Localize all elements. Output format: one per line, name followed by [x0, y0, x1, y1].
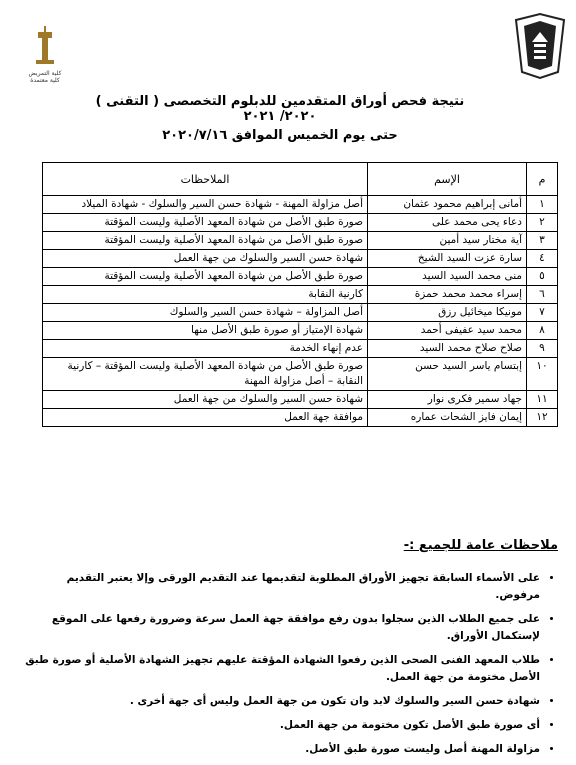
- faculty-logo-caption-line1: كلية التمريض: [28, 70, 62, 77]
- row-name: إيمان فايز الشحات عماره: [368, 409, 527, 427]
- page-title: نتيجة فحص أوراق المتقدمين للدبلوم التخصصى ( التقنى ) ٢٠٢٠/ ٢٠٢١: [95, 94, 465, 124]
- list-item: • مزاولة المهنة أصل وليست صورة طبق الأصل.: [20, 741, 540, 758]
- col-header-name: الإسم: [368, 163, 527, 196]
- row-notes: شهادة حسن السير والسلوك من جهة العمل: [43, 391, 368, 409]
- row-num: ٩: [527, 340, 558, 358]
- general-notes-list: [20, 570, 558, 765]
- faculty-logo-caption: [12, 70, 78, 84]
- table-row: [43, 214, 558, 232]
- row-notes: صورة طبق الأصل من شهادة المعهد الأصلية وليست المؤقتة: [43, 214, 368, 232]
- table-row: [43, 268, 558, 286]
- row-notes: شهادة الإمتياز أو صورة طبق الأصل منها: [43, 322, 368, 340]
- row-name: صلاح صلاح محمد السيد: [368, 340, 527, 358]
- row-name: إبتسام ياسر السيد حسن: [368, 358, 527, 391]
- row-num: ٧: [527, 304, 558, 322]
- university-logo: [512, 12, 568, 80]
- row-name: سارة عزت السيد الشيخ: [368, 250, 527, 268]
- row-num: ٣: [527, 232, 558, 250]
- list-item: • أى صورة طبق الأصل تكون مختومة من جهة العمل.: [20, 717, 540, 734]
- row-notes: صورة طبق الأصل من شهادة المعهد الأصلية وليست المؤقتة: [43, 268, 368, 286]
- row-num: ٥: [527, 268, 558, 286]
- row-notes: صورة طبق الأصل من شهادة المعهد الأصلية وليست المؤقتة – كارنية النقابة – أصل مزاولة المهنة: [43, 358, 368, 391]
- row-num: ١٠: [527, 358, 558, 391]
- table-row: [43, 322, 558, 340]
- row-notes: صورة طبق الأصل من شهادة المعهد الأصلية وليست المؤقتة: [43, 232, 368, 250]
- page-subtitle: حتى يوم الخميس الموافق ٢٠٢٠/٧/١٦: [162, 128, 398, 143]
- table-row: [43, 232, 558, 250]
- table-row: [43, 409, 558, 427]
- row-notes: أصل مزاولة المهنة - شهادة حسن السير والسلوك - شهادة الميلاد: [43, 196, 368, 214]
- row-notes: عدم إنهاء الخدمة: [43, 340, 368, 358]
- table-row: [43, 391, 558, 409]
- row-notes: كارنية النقابة: [43, 286, 368, 304]
- table-row: [43, 250, 558, 268]
- row-notes: أصل المزاولة – شهادة حسن السير والسلوك: [43, 304, 368, 322]
- col-header-num: م: [527, 163, 558, 196]
- list-item: • طلاب المعهد الفنى الصحى الذين رفعوا الشهادة المؤقتة عليهم تجهيز الشهادة الأصلية أو صورة طبق الأصل مختومة من جهة العمل.: [20, 652, 540, 686]
- table-row: [43, 286, 558, 304]
- table-header-row: [43, 163, 558, 196]
- row-notes: شهادة حسن السير والسلوك من جهة العمل: [43, 250, 368, 268]
- row-num: ١٢: [527, 409, 558, 427]
- table-row: [43, 304, 558, 322]
- list-item: • على الأسماء السابقة تجهيز الأوراق المطلوبة لتقديمها عند التقديم الورقى وإلا يعتبر التقديم مرفوض.: [20, 570, 540, 604]
- list-item: • شهادة حسن السير والسلوك لابد وان تكون من جهة العمل وليس أى جهة أخرى .: [20, 693, 540, 710]
- row-notes: موافقة جهة العمل: [43, 409, 368, 427]
- row-name: منى محمد السيد السيد: [368, 268, 527, 286]
- table-row: [43, 196, 558, 214]
- row-num: ٢: [527, 214, 558, 232]
- row-num: ٦: [527, 286, 558, 304]
- row-num: ١١: [527, 391, 558, 409]
- table-row: [43, 358, 558, 391]
- list-item: • على جميع الطلاب الذين سجلوا بدون رفع موافقة جهة العمل سرعة وضرورة رفعها على الموقع لإستكمال الأوراق.: [20, 611, 540, 645]
- table-row: [43, 340, 558, 358]
- row-name: إسراء محمد محمد حمزة: [368, 286, 527, 304]
- results-table: [42, 162, 558, 427]
- row-num: ٤: [527, 250, 558, 268]
- row-num: ٨: [527, 322, 558, 340]
- row-name: أمانى إبراهيم محمود عثمان: [368, 196, 527, 214]
- row-name: مونيكا ميخائيل رزق: [368, 304, 527, 322]
- row-name: جهاد سمير فكرى نوار: [368, 391, 527, 409]
- row-name: محمد سيد عفيفى أحمد: [368, 322, 527, 340]
- faculty-logo-caption-line2: كلية معتمدة: [30, 77, 60, 84]
- row-name: آية مختار سيد أمين: [368, 232, 527, 250]
- col-header-notes: الملاحظات: [43, 163, 368, 196]
- row-name: دعاء يحى محمد على: [368, 214, 527, 232]
- general-notes-title: ملاحظات عامة للجميع :-: [403, 538, 558, 553]
- row-num: ١: [527, 196, 558, 214]
